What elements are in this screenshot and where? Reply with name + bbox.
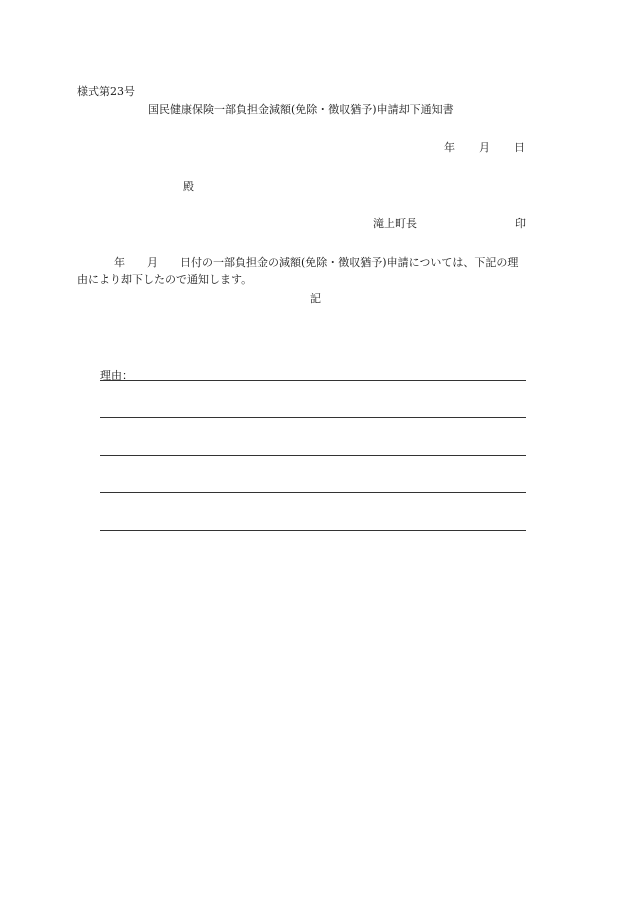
reason-line-4 <box>100 492 526 493</box>
reason-line-5 <box>100 530 526 531</box>
date-line <box>444 141 525 155</box>
reason-line-1 <box>100 380 526 381</box>
addressee-suffix: 殿 <box>183 180 194 193</box>
seal-mark: 印 <box>515 217 526 230</box>
reason-line-2 <box>100 417 526 418</box>
reason-label: 理由： <box>100 369 133 382</box>
reason-line-3 <box>100 455 526 456</box>
body-text-line-1: 年 月 日付の一部負担金の減額(免除・徴収猶予)申請については、下記の理 <box>114 256 519 269</box>
date-day: 日 <box>514 141 525 154</box>
issuer-name: 滝上町長 <box>373 217 417 230</box>
date-month: 月 <box>479 141 490 154</box>
body-text-line-2: 由により却下したので通知します。 <box>77 273 253 286</box>
form-number: 様式第23号 <box>77 85 135 98</box>
date-year: 年 <box>444 141 455 154</box>
document-title: 国民健康保険一部負担金減額(免除・徴収猶予)申請却下通知書 <box>148 103 454 116</box>
ki-heading: 記 <box>310 292 321 305</box>
